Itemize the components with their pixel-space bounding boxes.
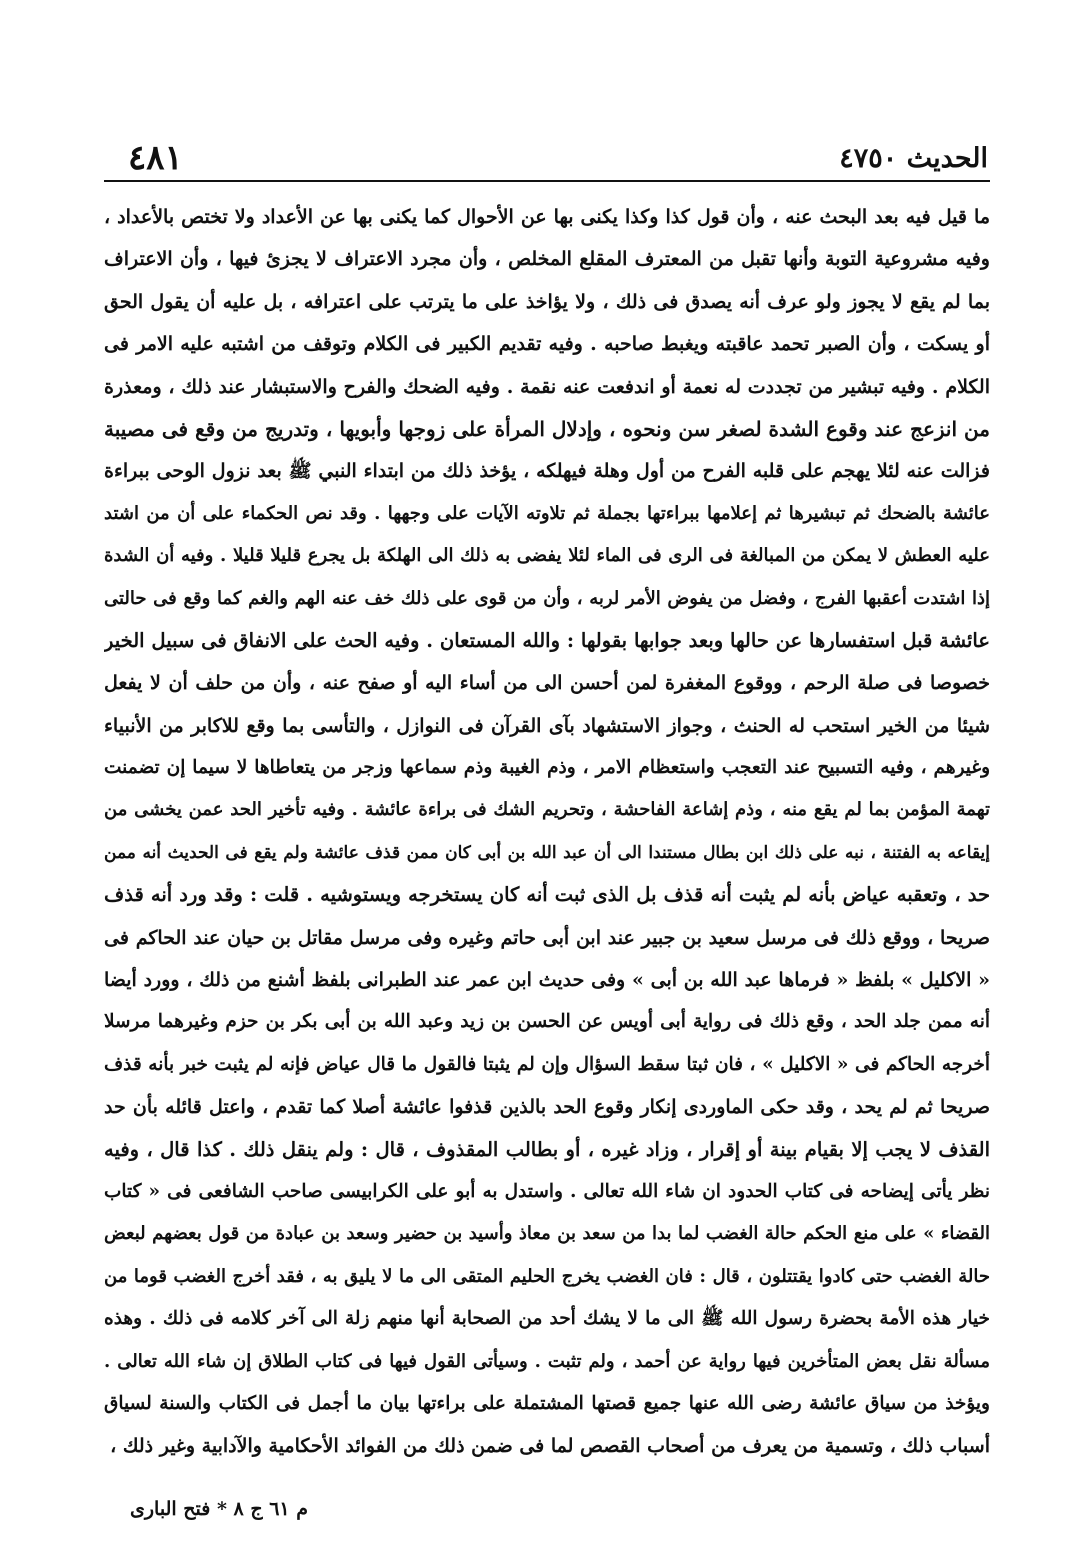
text-line: وفيه مشروعية التوبة وأنها تقبل من المعترف المقلع المخلص ، وأن مجرد الاعتراف لا يجزئ فيها ، وأن الاعتراف bbox=[104, 248, 990, 271]
text-line: الكلام . وفيه تبشير من تجددت له نعمة أو اندفعت عنه نقمة . وفيه الضحك والفرح والاستبشار عند ذلك ، ومعذرة bbox=[104, 375, 990, 398]
page-header bbox=[108, 138, 988, 178]
text-line: القذف لا يجب إلا بقيام بينة أو إقرار ، وزاد غيره ، أو بطالب المقذوف ، قال : ولم ينقل ذلك . كذا قال ، وفيه bbox=[104, 1137, 990, 1161]
text-line: صريحا ثم لم يحد ، وقد حكى الماوردى إنكار وقوع الحد بالذين قذفوا عائشة أصلا كما تقدم ، واعتل قائله بأن حد bbox=[104, 1096, 990, 1119]
text-line: أنه ممن جلد الحد ، وقع ذلك فى رواية أبى أويس عن الحسن بن زيد وعبد الله بن أبى بكر بن حزم وغيرهما مرسلا bbox=[104, 1011, 990, 1033]
text-line: « الاكليل » بلفظ « فرماها عبد الله بن أبى » وفى حديث ابن عمر عند الطبرانى بلفظ أشنع من ذلك ، وورد أيضا bbox=[104, 969, 990, 992]
text-line: أخرجه الحاكم فى « الاكليل » ، فان ثبتا سقط السؤال وإن لم يثبتا فالقول ما قال عياض فإنه لم يثبت خبر بأنه قذف bbox=[104, 1053, 990, 1075]
text-line: حالة الغضب حتى كادوا يقتتلون ، قال : فان الغضب يخرج الحليم المتقى الى ما لا يليق به ، فقد أخرج الغضب قوما من bbox=[104, 1265, 990, 1287]
text-line: بما لم يقع لا يجوز ولو عرف أنه يصدق فى ذلك ، ولا يؤاخذ على ما يترتب على اعترافه ، بل عليه أن يقول الحق bbox=[104, 290, 990, 313]
text-line: خصوصا فى صلة الرحم ، ووقوع المغفرة لمن أحسن الى من أساء اليه أو صفح عنه ، وأن من حلف أن لا يفعل bbox=[104, 672, 990, 695]
text-line: مسألة نقل بعض المتأخرين فيها رواية عن أحمد ، ولم تثبت . وسيأتى القول فيها فى كتاب الطلاق إن شاء الله تعالى . bbox=[104, 1350, 990, 1372]
text-line: عائشة بالضحك ثم تبشيرها ثم إعلامها ببراءتها بجملة ثم تلاوته الآيات على وجهها . وقد نص الحكماء على أن من اشتد bbox=[104, 502, 990, 524]
text-line: خيار هذه الأمة بحضرة رسول الله ﷺ الى ما لا يشك أحد من الصحابة أنها منهم زلة الى آخر كلامه فى ذلك . وهذه bbox=[104, 1308, 990, 1330]
page-number: ٤٨١ bbox=[128, 138, 183, 178]
text-line: ما قيل فيه بعد البحث عنه ، وأن قول كذا وكذا يكنى بها عن الأحوال كما يكنى بها عن الأعداد ولا تختص بالأعداد ، bbox=[104, 206, 990, 228]
text-line: عليه العطش لا يمكن من المبالغة فى الرى فى الماء لئلا يفضى به ذلك الى الهلكة بل يجرع قليلا قليلا . وفيه أن الشدة bbox=[104, 545, 990, 567]
text-line: أسباب ذلك ، وتسمية من يعرف من أصحاب القصص لما فى ضمن ذلك من الفوائد الأحكامية والآدابية وغير ذلك ، bbox=[110, 1435, 990, 1458]
text-line: عائشة قبل استفسارها عن حالها وبعد جوابها بقولها : والله المستعان . وفيه الحث على الانفاق فى سبيل الخير bbox=[104, 628, 990, 652]
header-rule bbox=[104, 180, 990, 182]
text-line: إيقاعه به الفتنة ، نبه على ذلك ابن بطال مستندا الى أن عبد الله بن أبى كان ممن قذف عائشة ولم يقع فى الحديث أنه ممن bbox=[104, 842, 990, 863]
body-text bbox=[104, 196, 990, 1468]
text-line: شيئا من الخير استحب له الحنث ، وجواز الاستشهاد بآى القرآن فى النوازل ، والتأسى بما وقع للاكابر من الأنبياء bbox=[104, 714, 990, 737]
text-line: تهمة المؤمن بما لم يقع منه ، وذم إشاعة الفاحشة ، وتحريم الشك فى براءة عائشة . وفيه تأخير الحد عمن يخشى من bbox=[104, 799, 990, 821]
text-line: ويؤخذ من سياق عائشة رضى الله عنها جميع قصتها المشتملة على براءتها بيان ما أجمل فى الكتاب والسنة لسياق bbox=[104, 1392, 990, 1414]
text-line: فزالت عنه لئلا يهجم على قلبه الفرح من أول وهلة فيهلكه ، يؤخذ ذلك من ابتداء النبي ﷺ بعد نزول الوحى ببراءة bbox=[104, 460, 990, 483]
text-line: القضاء » على منع الحكم حالة الغضب لما بدا من سعد بن معاذ وأسيد بن حضير وسعد بن عبادة من قول بعضهم لبعض bbox=[104, 1223, 990, 1245]
text-line: إذا اشتدت أعقبها الفرج ، وفضل من يفوض الأمر لربه ، وأن من قوى على ذلك خف عنه الهم والغم كما وقع فى حالتى bbox=[104, 587, 990, 609]
text-line: حد ، وتعقبه عياض بأنه لم يثبت أنه قذف بل الذى ثبت أنه كان يستخرجه ويستوشيه . قلت : وقد ورد أنه قذف bbox=[104, 883, 990, 907]
page-signature: م ٦١ ج ٨ * فتح البارى bbox=[130, 1498, 309, 1520]
hadith-heading: الحديث ٤٧٥٠ bbox=[839, 143, 988, 174]
text-line: نظر يأتى إيضاحه فى كتاب الحدود ان شاء الله تعالى . واستدل به أبو على الكرابيسى صاحب الشافعى فى « كتاب bbox=[104, 1180, 990, 1202]
text-line: وغيرهم ، وفيه التسبيح عند التعجب واستعظام الامر ، وذم الغيبة وذم سماعها وزجر من يتعاطاها لا سيما إن تضمنت bbox=[104, 757, 990, 779]
text-line: أو يسكت ، وأن الصبر تحمد عاقبته ويغبط صاحبه . وفيه تقديم الكبير فى الكلام وتوقف من اشتبه عليه الامر فى bbox=[104, 333, 990, 356]
text-line: صريحا ، ووقع ذلك فى مرسل سعيد بن جبير عند ابن أبى حاتم وغيره وفى مرسل مقاتل بن حيان عند الحاكم فى bbox=[104, 926, 990, 949]
text-line: من انزعج عند وقوع الشدة لصغر سن ونحوه ، وإدلال المرأة على زوجها وأبويها ، وتدريج من وقع فى مصيبة bbox=[104, 416, 990, 441]
